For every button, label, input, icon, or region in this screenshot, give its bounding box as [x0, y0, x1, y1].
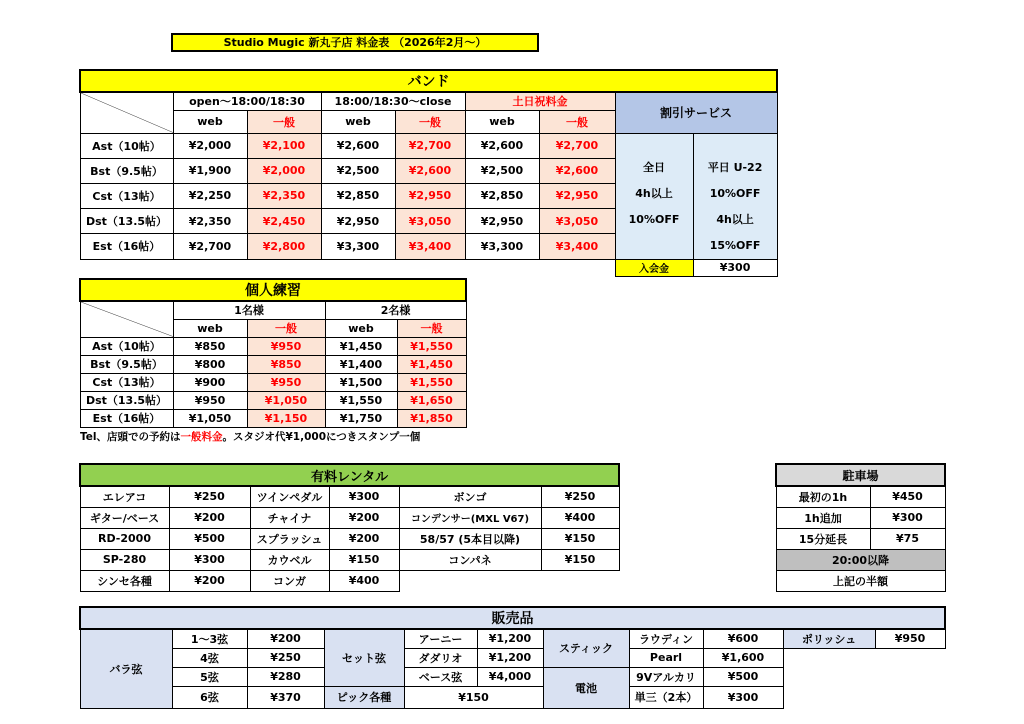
- sub-general: 一般: [395, 110, 465, 133]
- battery-item: 9Vアルカリ: [629, 667, 703, 686]
- item-price: ¥150: [541, 528, 619, 549]
- rental-table: [79, 463, 620, 592]
- price-cell: ¥1,450: [325, 337, 397, 355]
- sub-web: web: [325, 319, 397, 337]
- price-cell: ¥2,250: [173, 183, 247, 208]
- room-name: Dst（13.5帖）: [80, 391, 173, 409]
- personal-price-table: [79, 278, 467, 428]
- price-cell: ¥2,450: [247, 209, 321, 234]
- price-cell: ¥1,550: [397, 337, 466, 355]
- price-cell: ¥2,950: [395, 183, 465, 208]
- pick-price: ¥150: [404, 686, 543, 708]
- table-row: [776, 507, 945, 528]
- price-cell: ¥2,600: [395, 158, 465, 183]
- room-name: Bst（9.5帖）: [80, 355, 173, 373]
- item-name: チャイナ: [250, 507, 329, 528]
- discount-right-line: 10%OFF: [709, 186, 761, 200]
- price-cell: ¥1,650: [397, 391, 466, 409]
- price-cell: ¥2,850: [465, 183, 539, 208]
- item-name: 58/57 (5本目以降): [399, 528, 541, 549]
- string-item: 5弦: [172, 667, 247, 686]
- sales-table: [79, 606, 946, 709]
- price-cell: ¥1,850: [397, 409, 466, 427]
- item-price: ¥200: [169, 570, 250, 591]
- polish-price: ¥950: [875, 629, 945, 648]
- price-cell: ¥2,100: [247, 133, 321, 158]
- price-cell: ¥2,000: [247, 158, 321, 183]
- price-cell: ¥3,050: [395, 209, 465, 234]
- price-cell: ¥1,750: [325, 409, 397, 427]
- price-cell: ¥900: [173, 373, 247, 391]
- string-price: ¥280: [247, 667, 324, 686]
- item-name: カウベル: [250, 549, 329, 570]
- sales-header: 販売品: [80, 607, 945, 629]
- price-cell: ¥850: [173, 337, 247, 355]
- sub-web: web: [465, 110, 539, 133]
- price-cell: ¥2,500: [465, 158, 539, 183]
- battery-price: ¥500: [703, 667, 783, 686]
- price-cell: ¥2,700: [539, 133, 615, 158]
- stick-label: スティック: [543, 629, 629, 667]
- price-cell: ¥3,400: [395, 234, 465, 259]
- string-price: ¥250: [247, 648, 324, 667]
- parking-half-price: 上記の半額: [776, 570, 945, 591]
- item-name: コンガ: [250, 570, 329, 591]
- price-cell: ¥2,350: [247, 183, 321, 208]
- group-one-person: 1名様: [173, 301, 325, 319]
- item-name: ボンゴ: [399, 486, 541, 507]
- room-name: Cst（13帖）: [80, 183, 173, 208]
- table-row: [80, 528, 619, 549]
- price-cell: ¥2,850: [321, 183, 395, 208]
- price-cell: ¥1,400: [325, 355, 397, 373]
- item-name: SP-280: [80, 549, 169, 570]
- note-text: Tel、店頭での予約は: [80, 431, 181, 443]
- discount-left-line: 全日: [643, 160, 665, 174]
- discount-header: 割引サービス: [615, 92, 777, 133]
- room-name: Dst（13.5帖）: [80, 209, 173, 234]
- set-item: アーニー: [404, 629, 477, 648]
- discount-right: [693, 133, 777, 259]
- price-cell: ¥800: [173, 355, 247, 373]
- string-item: 1～3弦: [172, 629, 247, 648]
- set-strings-label: セット弦: [324, 629, 404, 686]
- item-name: コンパネ: [399, 549, 541, 570]
- table-row: [80, 391, 466, 409]
- item-name: RD-2000: [80, 528, 169, 549]
- set-item: ベース弦: [404, 667, 477, 686]
- sub-general: 一般: [247, 110, 321, 133]
- personal-header: 個人練習: [80, 279, 466, 301]
- item-price: ¥150: [329, 549, 399, 570]
- stick-item: ラウディン: [629, 629, 703, 648]
- polish-label: ポリッシュ: [783, 629, 875, 648]
- item-price: ¥200: [329, 507, 399, 528]
- table-row: [80, 355, 466, 373]
- table-row: [80, 337, 466, 355]
- item-name: エレアコ: [80, 486, 169, 507]
- item-price: ¥300: [169, 549, 250, 570]
- table-row: [776, 486, 945, 507]
- slot-evening: 18:00/18:30～close: [321, 92, 465, 110]
- set-item: ダダリオ: [404, 648, 477, 667]
- battery-price: ¥300: [703, 686, 783, 708]
- parking-item: 最初の1h: [776, 486, 870, 507]
- table-row: [80, 373, 466, 391]
- price-cell: ¥2,500: [321, 158, 395, 183]
- set-price: ¥1,200: [477, 629, 543, 648]
- room-name: Bst（9.5帖）: [80, 158, 173, 183]
- item-price: ¥250: [169, 486, 250, 507]
- price-cell: ¥3,300: [321, 234, 395, 259]
- room-name: Ast（10帖）: [80, 133, 173, 158]
- price-cell: ¥2,000: [173, 133, 247, 158]
- discount-left-line: 4h以上: [635, 186, 673, 200]
- personal-diagonal-cell: [80, 301, 173, 337]
- table-row: [80, 409, 466, 427]
- room-name: Est（16帖）: [80, 234, 173, 259]
- price-cell: ¥2,600: [539, 158, 615, 183]
- item-price: ¥200: [169, 507, 250, 528]
- parking-price: ¥75: [870, 528, 945, 549]
- room-name: Est（16帖）: [80, 409, 173, 427]
- stick-item: Pearl: [629, 648, 703, 667]
- item-price: ¥400: [541, 507, 619, 528]
- strings-label: バラ弦: [80, 629, 172, 708]
- parking-price: ¥450: [870, 486, 945, 507]
- price-cell: ¥1,550: [397, 373, 466, 391]
- parking-table: [775, 463, 946, 592]
- membership-label: 入会金: [615, 259, 693, 276]
- sub-general: 一般: [539, 110, 615, 133]
- price-cell: ¥1,500: [325, 373, 397, 391]
- item-name: コンデンサー(MXL V67): [399, 507, 541, 528]
- group-two-person: 2名様: [325, 301, 466, 319]
- price-cell: ¥1,450: [397, 355, 466, 373]
- price-cell: ¥2,950: [321, 209, 395, 234]
- sub-web: web: [173, 319, 247, 337]
- parking-after-hours: 20:00以降: [776, 549, 945, 570]
- band-header: バンド: [80, 70, 777, 92]
- set-price: ¥1,200: [477, 648, 543, 667]
- string-price: ¥200: [247, 629, 324, 648]
- table-row: [80, 507, 619, 528]
- price-cell: ¥2,600: [321, 133, 395, 158]
- price-cell: ¥3,300: [465, 234, 539, 259]
- price-cell: ¥1,050: [247, 391, 325, 409]
- price-cell: ¥950: [247, 337, 325, 355]
- item-name: ギター/ベース: [80, 507, 169, 528]
- sub-general: 一般: [397, 319, 466, 337]
- discount-right-line: 4h以上: [716, 212, 754, 226]
- set-price: ¥4,000: [477, 667, 543, 686]
- stick-price: ¥600: [703, 629, 783, 648]
- page-title: Studio Mugic 新丸子店 料金表 （2026年2月～）: [171, 33, 539, 52]
- item-price: ¥200: [329, 528, 399, 549]
- price-cell: ¥2,350: [173, 209, 247, 234]
- band-price-table: [79, 69, 778, 277]
- band-diagonal-cell: [80, 92, 173, 133]
- price-cell: ¥1,900: [173, 158, 247, 183]
- price-cell: ¥1,050: [173, 409, 247, 427]
- room-name: Ast（10帖）: [80, 337, 173, 355]
- parking-item: 15分延長: [776, 528, 870, 549]
- item-price: ¥150: [541, 549, 619, 570]
- discount-left: [615, 133, 693, 259]
- parking-header: 駐車場: [776, 464, 945, 486]
- stick-price: ¥1,600: [703, 648, 783, 667]
- table-row: [776, 528, 945, 549]
- battery-item: 単三（2本）: [629, 686, 703, 708]
- note-text: 。スタジオ代¥1,000につきスタンプ一個: [222, 431, 421, 443]
- string-price: ¥370: [247, 686, 324, 708]
- reservation-note: [80, 429, 480, 445]
- rental-header: 有料レンタル: [80, 464, 619, 486]
- price-cell: ¥950: [173, 391, 247, 409]
- table-row: [80, 486, 619, 507]
- table-row: [80, 133, 777, 158]
- membership-fee: ¥300: [693, 259, 777, 276]
- discount-right-line: 平日 U-22: [707, 160, 763, 174]
- item-name: スプラッシュ: [250, 528, 329, 549]
- price-cell: ¥1,550: [325, 391, 397, 409]
- battery-label: 電池: [543, 667, 629, 708]
- table-row: [80, 570, 619, 591]
- item-price: ¥300: [329, 486, 399, 507]
- price-cell: ¥2,700: [173, 234, 247, 259]
- table-row: [80, 549, 619, 570]
- price-cell: ¥3,050: [539, 209, 615, 234]
- room-name: Cst（13帖）: [80, 373, 173, 391]
- pick-label: ピック各種: [324, 686, 404, 708]
- slot-weekend: 土日祝料金: [465, 92, 615, 110]
- price-cell: ¥2,950: [539, 183, 615, 208]
- discount-right-line: 15%OFF: [709, 238, 761, 252]
- string-item: 6弦: [172, 686, 247, 708]
- price-cell: ¥950: [247, 373, 325, 391]
- item-name: ツインペダル: [250, 486, 329, 507]
- discount-left-line: 10%OFF: [628, 212, 680, 226]
- parking-price: ¥300: [870, 507, 945, 528]
- slot-daytime: open～18:00/18:30: [173, 92, 321, 110]
- price-cell: ¥2,800: [247, 234, 321, 259]
- item-name: シンセ各種: [80, 570, 169, 591]
- sub-web: web: [321, 110, 395, 133]
- price-cell: ¥1,150: [247, 409, 325, 427]
- item-price: ¥400: [329, 570, 399, 591]
- item-price: ¥250: [541, 486, 619, 507]
- price-cell: ¥2,950: [465, 209, 539, 234]
- sub-general: 一般: [247, 319, 325, 337]
- price-cell: ¥850: [247, 355, 325, 373]
- note-highlight: 一般料金: [180, 431, 223, 443]
- sub-web: web: [173, 110, 247, 133]
- parking-item: 1h追加: [776, 507, 870, 528]
- price-cell: ¥2,700: [395, 133, 465, 158]
- item-price: ¥500: [169, 528, 250, 549]
- string-item: 4弦: [172, 648, 247, 667]
- price-cell: ¥3,400: [539, 234, 615, 259]
- price-cell: ¥2,600: [465, 133, 539, 158]
